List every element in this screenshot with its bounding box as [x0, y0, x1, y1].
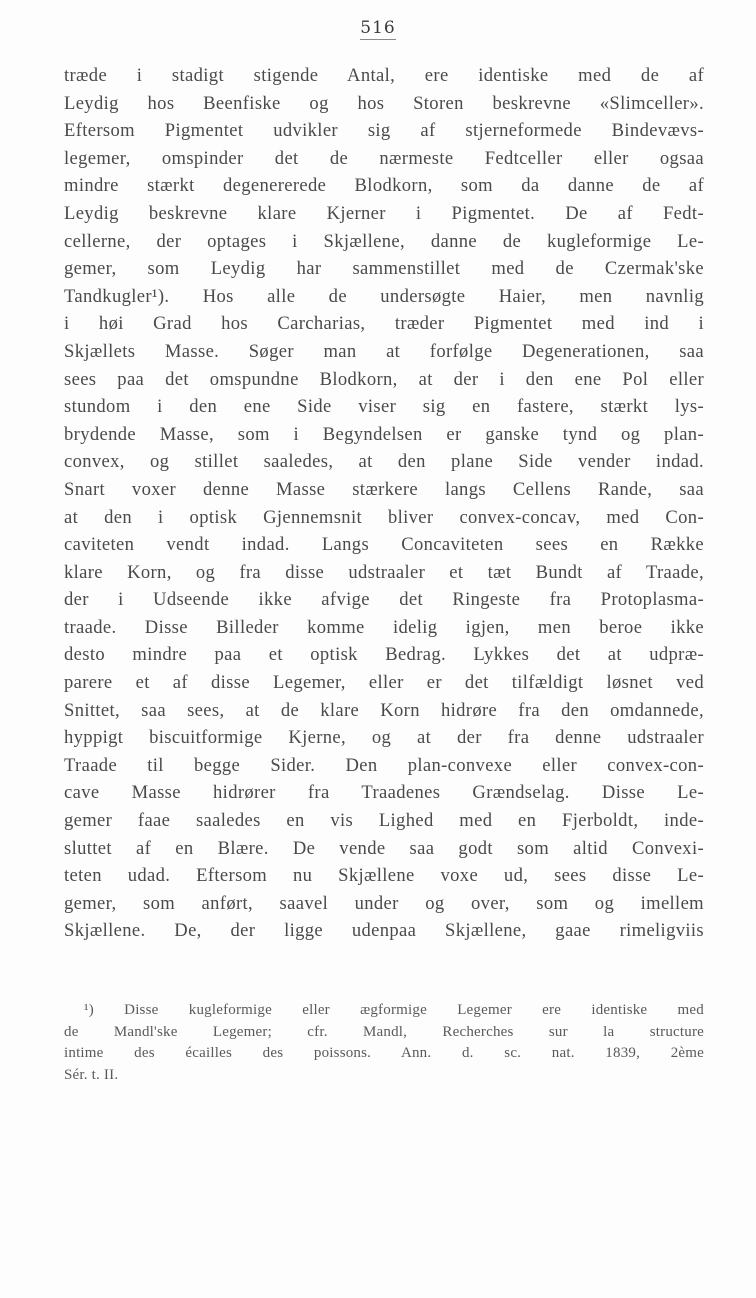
text-line: gemer, som anført, saavel under og over, som og imellem: [64, 892, 704, 914]
text-line: desto mindre paa et optisk Bedrag. Lykkes det at udpræ-: [64, 644, 704, 666]
text-line: sluttet af en Blære. De vende saa godt som altid Convexi-: [64, 837, 704, 859]
footnote-line: de Mandl'ske Legemer; cfr. Mandl, Recherches sur la structure: [64, 1023, 704, 1040]
text-line: cellerne, der optages i Skjællene, danne de kugleformige Le-: [64, 230, 704, 252]
page-number: 516: [360, 18, 396, 38]
text-line: hyppigt biscuitformige Kjerne, og at der fra denne udstraaler: [64, 727, 704, 749]
footnote-line: Sér. t. II.: [64, 1066, 119, 1083]
text-line: traade. Disse Billeder komme idelig igjen, men beroe ikke: [64, 616, 704, 638]
text-line: gemer faae saaledes en vis Lighed med en Fjerboldt, inde-: [64, 810, 704, 832]
text-line: brydende Masse, som i Begyndelsen er ganske tynd og plan-: [64, 423, 704, 445]
page-number-underline: [360, 39, 396, 40]
body-text: [64, 62, 704, 945]
text-line: sees paa det omspundne Blodkorn, at der i den ene Pol eller: [64, 368, 704, 390]
text-line: teten udad. Eftersom nu Skjællene voxe ud, sees disse Le-: [64, 865, 704, 887]
text-line: Skjællene. De, der ligge udenpaa Skjællene, gaae rimeligviis: [64, 920, 704, 942]
text-line: Leydig hos Beenfiske og hos Storen beskrevne «Slimceller».: [64, 92, 704, 114]
text-line: Snart voxer denne Masse stærkere langs Cellens Rande, saa: [64, 478, 704, 500]
text-line: gemer, som Leydig har sammenstillet med de Czermak'ske: [64, 258, 704, 280]
text-line: i høi Grad hos Carcharias, træder Pigmentet med ind i: [64, 313, 704, 335]
text-line: convex, og stillet saaledes, at den plane Side vender indad.: [64, 451, 704, 473]
text-line: parere et af disse Legemer, eller er det tilfældigt løsnet ved: [64, 672, 704, 694]
text-line: Snittet, saa sees, at de klare Korn hidrøre fra den omdannede,: [64, 699, 704, 721]
text-line: Eftersom Pigmentet udvikler sig af stjerneformede Bindevævs-: [64, 120, 704, 142]
text-line: Skjællets Masse. Søger man at forfølge Degenerationen, saa: [64, 340, 704, 362]
text-line: at den i optisk Gjennemsnit bliver convex-concav, med Con-: [64, 506, 704, 528]
text-line: træde i stadigt stigende Antal, ere identiske med de af: [64, 65, 704, 86]
text-line: Leydig beskrevne klare Kjerner i Pigmentet. De af Fedt-: [64, 202, 704, 224]
text-line: mindre stærkt degenererede Blodkorn, som da danne de af: [64, 175, 704, 197]
text-line: der i Udseende ikke afvige det Ringeste fra Protoplasma-: [64, 589, 704, 611]
footnote: [64, 1000, 704, 1086]
text-line: caviteten vendt indad. Langs Concaviteten sees en Række: [64, 534, 704, 556]
footnote-line: intime des écailles des poissons. Ann. d. sc. nat. 1839, 2ème: [64, 1045, 704, 1061]
text-line: klare Korn, og fra disse udstraaler et tæt Bundt af Traade,: [64, 561, 704, 583]
footnote-line: ¹) Disse kugleformige eller ægformige Legemer ere identiske med: [84, 1002, 704, 1018]
text-line: cave Masse hidrører fra Traadenes Grændselag. Disse Le-: [64, 782, 704, 804]
text-line: legemer, omspinder det de nærmeste Fedtceller eller ogsaa: [64, 147, 704, 169]
text-line: Tandkugler¹). Hos alle de undersøgte Haier, men navnlig: [64, 285, 704, 307]
text-line: Traade til begge Sider. Den plan-convexe eller convex-con-: [64, 754, 704, 776]
text-line: stundom i den ene Side viser sig en fastere, stærkt lys-: [64, 396, 704, 418]
